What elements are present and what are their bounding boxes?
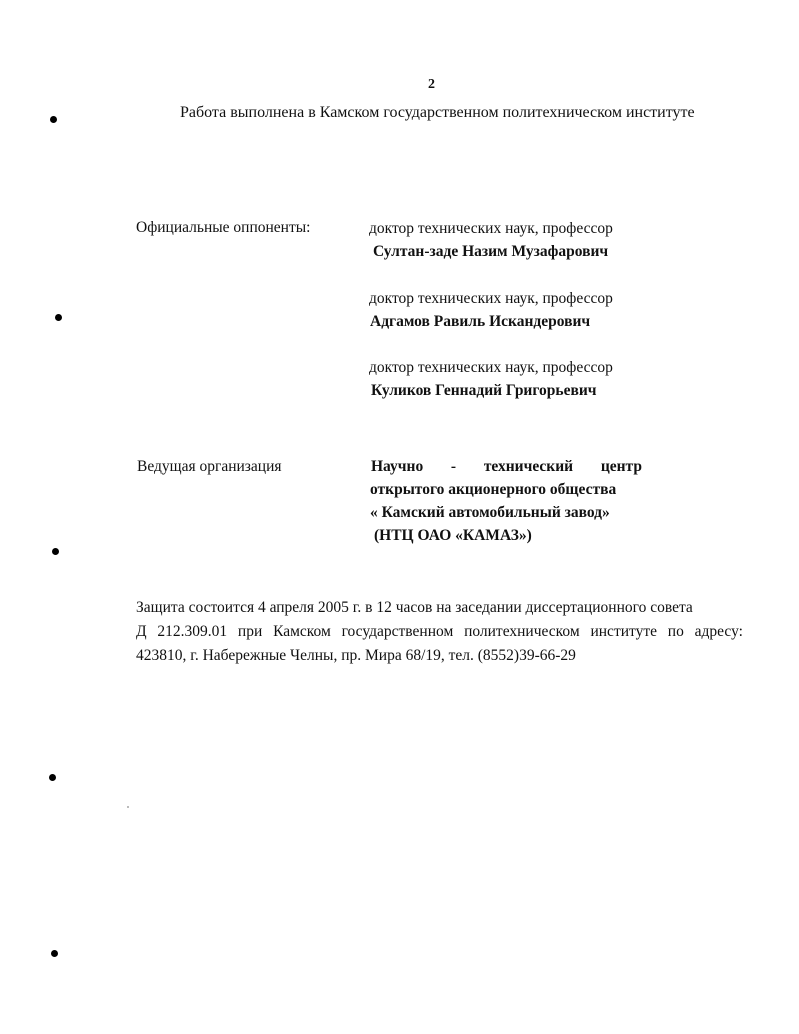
lead-org-word: -	[450, 458, 457, 475]
opponent-3-role: доктор технических наук, профессор	[369, 359, 613, 376]
lead-org-line-1	[371, 458, 642, 476]
punch-hole-mark	[52, 548, 59, 555]
defense-line-1: Защита состоится 4 апреля 2005 г. в 12 часов на заседании диссертационного совета	[136, 599, 693, 616]
defense-word: Камском	[273, 623, 331, 640]
defense-word: Д	[136, 623, 147, 640]
page-title: Работа выполнена в Камском государственном политехническом институте	[180, 104, 695, 121]
page-number: 2	[428, 77, 435, 92]
defense-word: институте	[590, 623, 657, 640]
defense-line-3: 423810, г. Набережные Челны, пр. Мира 68/19, тел. (8552)39-66-29	[136, 647, 576, 664]
defense-word: 212.309.01	[157, 623, 228, 640]
lead-org-word: технический	[483, 458, 574, 475]
lead-org-word: центр	[600, 458, 642, 475]
opponent-2-name: Адгамов Равиль Искандерович	[370, 313, 591, 330]
punch-hole-mark	[49, 774, 56, 781]
defense-word: по	[667, 623, 684, 640]
punch-hole-mark	[55, 314, 62, 321]
lead-org-line-4: (НТЦ ОАО «КАМАЗ»)	[374, 527, 532, 544]
defense-word: государственном	[341, 623, 454, 640]
opponent-1-name: Султан-заде Назим Музафарович	[373, 243, 609, 260]
defense-line-2	[136, 620, 743, 644]
lead-org-label: Ведущая организация	[137, 458, 282, 475]
lead-org-line-3: « Камский автомобильный завод»	[370, 504, 610, 521]
defense-word: при	[237, 623, 263, 640]
punch-hole-mark	[51, 950, 58, 957]
opponent-1-role: доктор технических наук, профессор	[369, 220, 613, 237]
opponents-label: Официальные оппоненты:	[136, 219, 311, 236]
opponent-3-name: Куликов Геннадий Григорьевич	[371, 382, 597, 399]
scan-speck	[127, 806, 129, 808]
lead-org-line-2: открытого акционерного общества	[370, 481, 617, 498]
defense-word: адресу:	[694, 623, 743, 640]
opponent-2-role: доктор технических наук, профессор	[369, 290, 613, 307]
defense-paragraph	[136, 596, 743, 668]
punch-hole-mark	[50, 116, 57, 123]
defense-word: политехническом	[464, 623, 580, 640]
lead-org-word: Научно	[371, 458, 424, 475]
